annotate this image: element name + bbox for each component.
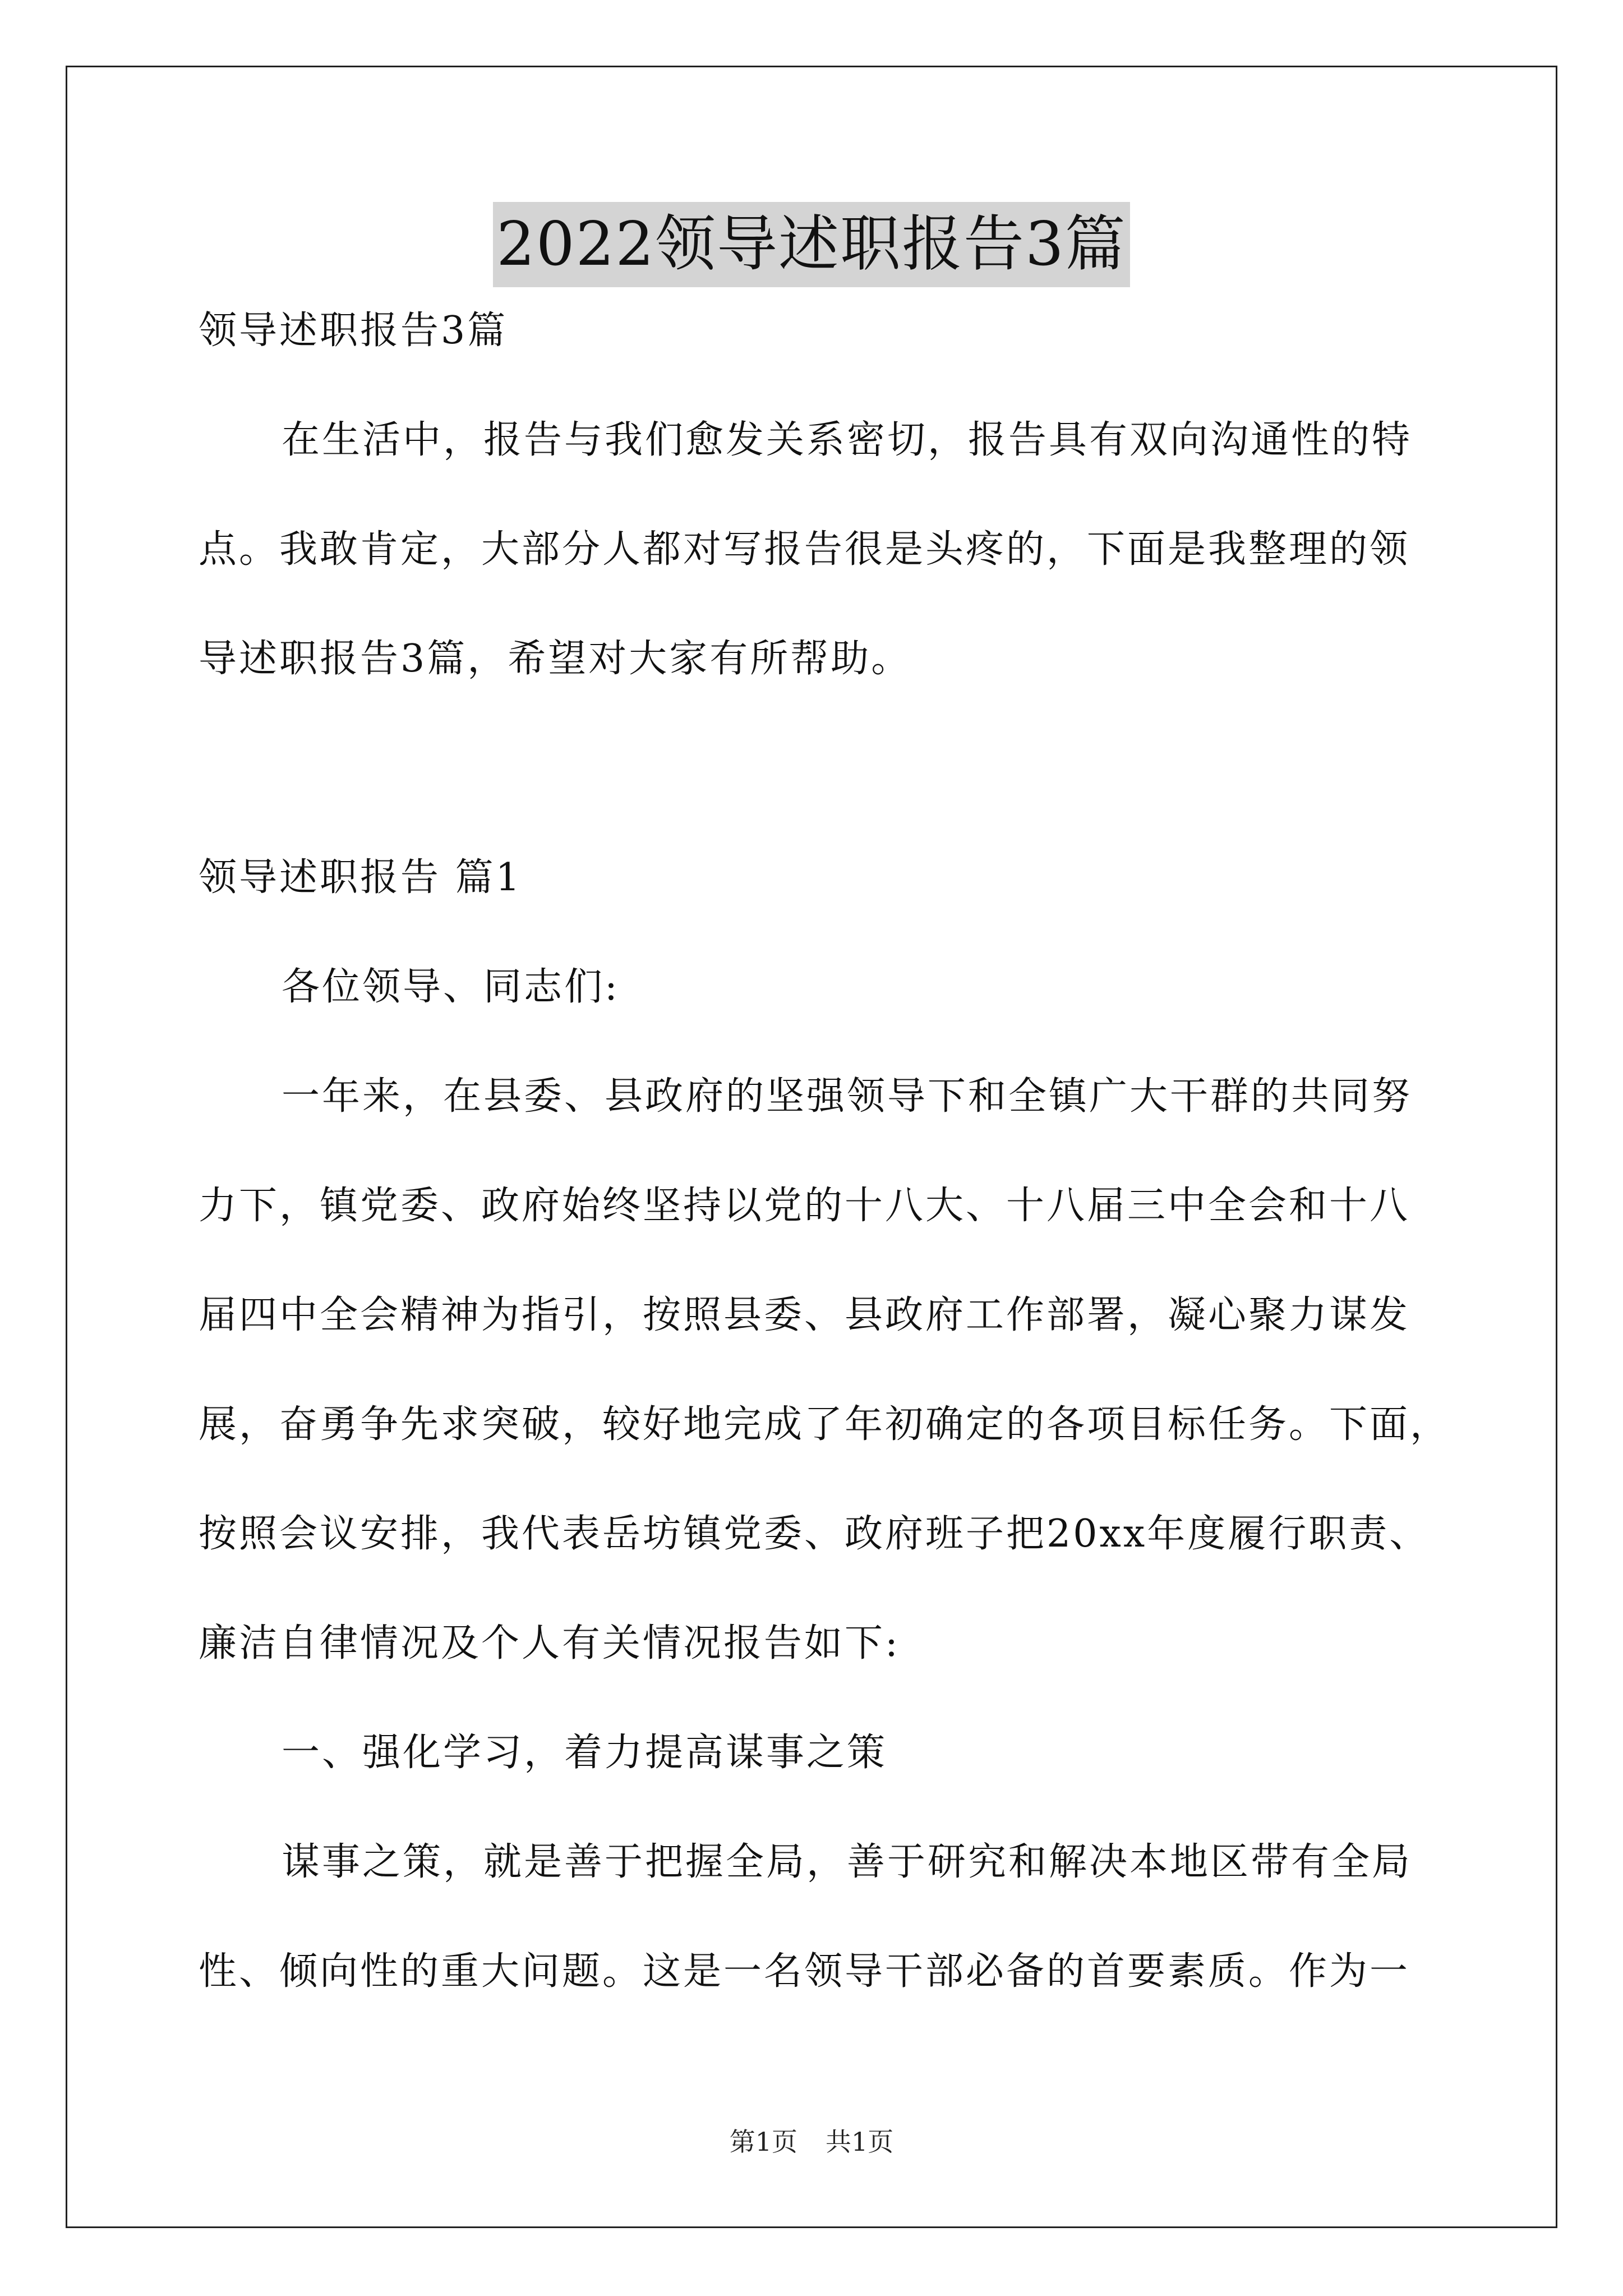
text-line: 谋事之策，就是善于把握全局，善于研究和解决本地区带有全局 xyxy=(282,1840,1413,1884)
section-heading: 领导述职报告 篇1 xyxy=(199,855,522,900)
text-line: 按照会议安排，我代表岳坊镇党委、政府班子把20xx年度履行职责、 xyxy=(199,1512,1430,1556)
text-line: 届四中全会精神为指引，按照县委、县政府工作部署，凝心聚力谋发 xyxy=(199,1293,1410,1337)
point-1-heading: 一、强化学习，着力提高谋事之策 xyxy=(282,1731,888,1775)
document-body xyxy=(199,303,1455,2000)
paragraph-2 xyxy=(199,1834,1455,2000)
text-line: 在生活中，报告与我们愈发关系密切，报告具有双向沟通性的特 xyxy=(282,418,1413,462)
document-subtitle: 领导述职报告3篇 xyxy=(199,309,508,353)
paragraph-1 xyxy=(199,1069,1455,1672)
text-line: 点。我敢肯定，大部分人都对写报告很是头疼的，下面是我整理的领 xyxy=(199,527,1410,572)
page-number: 第1页 xyxy=(729,2127,797,2157)
page-total: 共1页 xyxy=(826,2127,894,2157)
text-line: 展，奋勇争先求突破，较好地完成了年初确定的各项目标任务。下面， xyxy=(199,1402,1451,1447)
text-line: 一年来，在县委、县政府的坚强领导下和全镇广大干群的共同努 xyxy=(282,1074,1413,1119)
salutation: 各位领导、同志们: xyxy=(282,965,620,1009)
title-container xyxy=(0,202,1623,287)
text-line: 力下，镇党委、政府始终坚持以党的十八大、十八届三中全会和十八 xyxy=(199,1184,1410,1228)
text-line: 廉洁自律情况及个人有关情况报告如下: xyxy=(199,1621,900,1665)
text-line: 性、倾向性的重大问题。这是一名领导干部必备的首要素质。作为一 xyxy=(199,1949,1410,1994)
document-title: 2022领导述职报告3篇 xyxy=(493,202,1130,287)
intro-paragraph xyxy=(199,412,1455,687)
page-footer xyxy=(0,2125,1623,2159)
text-line: 导述职报告3篇，希望对大家有所帮助。 xyxy=(199,637,912,681)
